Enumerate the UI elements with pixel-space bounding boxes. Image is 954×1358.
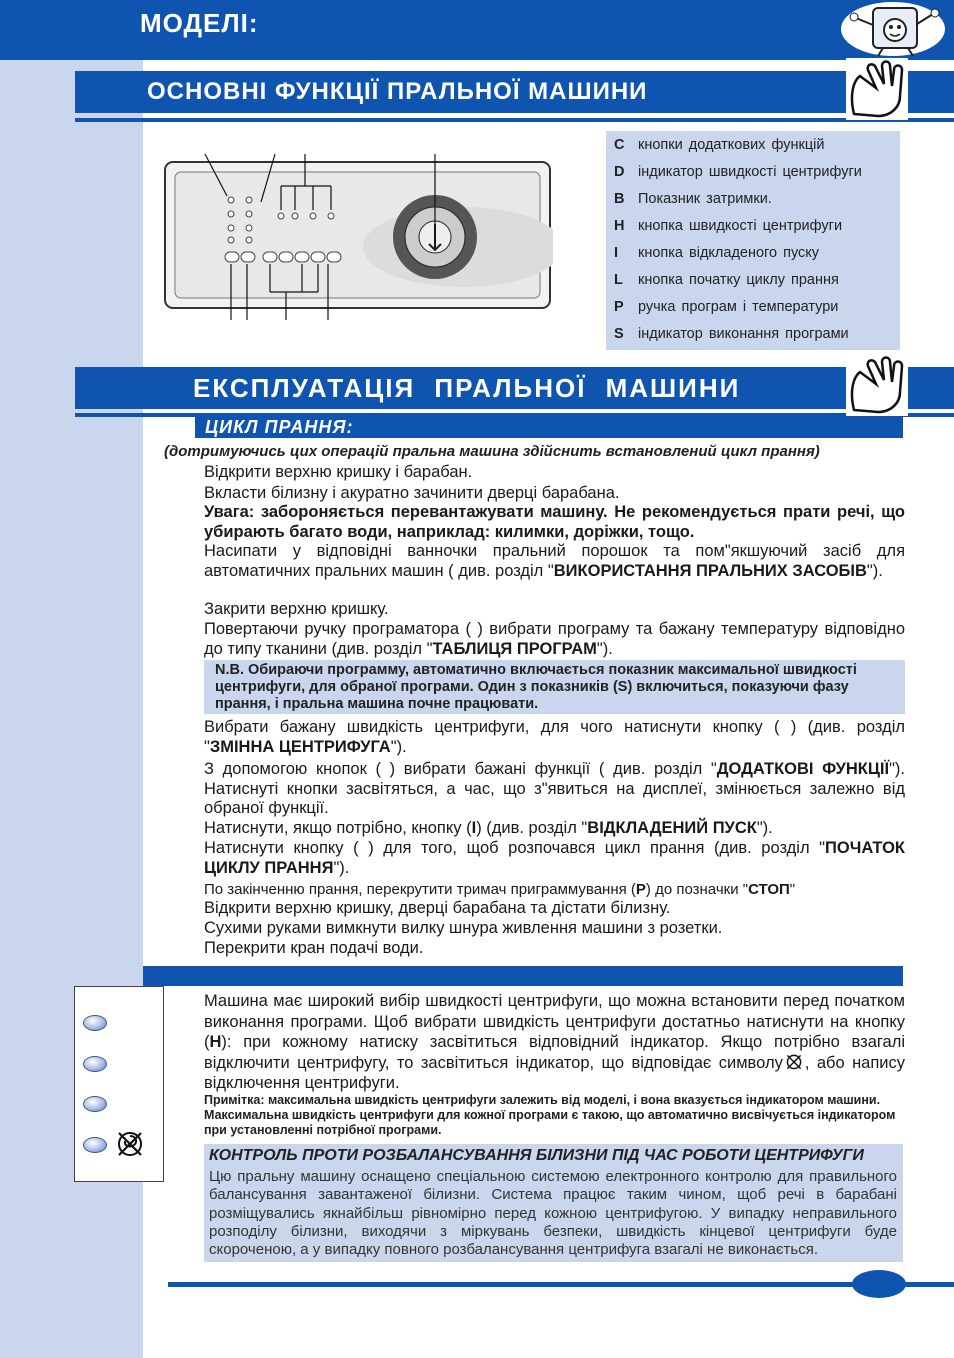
step-text: Вкласти білизну і акуратно зачинити дверці барабана. <box>204 484 620 502</box>
hand-icon <box>846 58 908 120</box>
note-text: Примітка: максимальна швидкість центрифуги залежить від моделі, і вона вказується індикатором машини. Максимальна швидкість центрифуги для кожної програми є такою, що автоматично висвічується індикатором при установленні потрібної програми. <box>204 1093 896 1137</box>
section-bar-spin <box>143 966 903 986</box>
no-spin-symbol-icon <box>783 1053 805 1069</box>
page-title: МОДЕЛІ: <box>140 8 259 38</box>
step-text: Вибрати бажану швидкість центрифуги, для чого натиснути кнопку ( ) (див. розділ "ЗМІННА ЦЕНТРИФУГА"). <box>204 718 905 756</box>
nb-text: N.B. Обираючи программу, автоматично включається показник максимальної швидкості центрифуги, для обраної програми. Один з показників (S) включиться, показуючи фазу прання, і пральна машина почне працювати. <box>215 662 857 712</box>
step-text: Відкрити верхню кришку, дверці барабана та дістати білизну. <box>204 899 671 917</box>
section-title-main-functions: ОСНОВНІ ФУНКЦІЇ ПРАЛЬНОЇ МАШИНИ <box>75 71 954 113</box>
step-text: Відкрити верхню кришку і барабан. <box>204 463 473 481</box>
imbalance-control-box <box>204 1144 903 1262</box>
spin-indicator-light <box>83 1056 107 1072</box>
spin-indicator-light <box>83 1137 107 1153</box>
page-number-oval <box>852 1270 906 1298</box>
section-title-operation: ЕКСПЛУАТАЦІЯ ПРАЛЬНОЇ МАШИНИ <box>75 367 954 409</box>
step-text: З допомогою кнопок ( ) вибрати бажані функції ( див. розділ "ДОДАТКОВІ ФУНКЦІЇ"). Натиснуті кнопки засвітяться, а час, що з"явиться на дисплеї, змінюється залежно від обраної функції. <box>204 760 906 817</box>
subsection-title-wash-cycle: ЦИКЛ ПРАННЯ: <box>195 416 903 438</box>
spin-description: Машина має широкий вибір швидкості центрифуги, що можна встановити перед початком виконання програми. Щоб вибрати швидкість центрифуги достатньо натиснути на кнопку (H): при кожному натиску засвітиться відповідний індикатор. Якщо потрібно взагалі відключити центрифугу, то засвітиться індикатор, що відповідає символу , або напису відключення центрифуги. <box>204 992 906 1092</box>
step-text: Перекрити кран подачі води. <box>204 939 424 957</box>
divider <box>75 118 954 122</box>
spin-indicator-light <box>83 1096 107 1112</box>
legend-item: H кнопка швидкості центрифуги <box>614 218 843 234</box>
no-spin-icon <box>115 1129 145 1159</box>
spin-indicator-light <box>83 1015 107 1031</box>
spin-indicators-box <box>74 986 164 1182</box>
footer-line <box>168 1282 954 1287</box>
legend-item: L кнопка початку циклу прання <box>614 272 839 288</box>
nb-box <box>204 660 905 714</box>
step-text: Натиснути кнопку ( ) для того, щоб розпочався цикл прання (див. розділ "ПОЧАТОК ЦИКЛУ ПРАННЯ"). <box>204 839 905 877</box>
legend-item: S індикатор виконання програми <box>614 326 849 342</box>
legend-item: B Показник затримки. <box>614 191 772 207</box>
control-panel-diagram <box>163 152 553 322</box>
step-text: Натиснути, якщо потрібно, кнопку (I) (див. розділ "ВІДКЛАДЕНИЙ ПУСК"). <box>204 819 773 837</box>
step-text: По закінченню прання, перекрутити тримач приграммування (P) до позначки "СТОП" <box>204 881 796 898</box>
imbalance-control-title: КОНТРОЛЬ ПРОТИ РОЗБАЛАНСУВАННЯ БІЛИЗНИ ПІД ЧАС РОБОТИ ЦЕНТРИФУГИ <box>209 1147 864 1164</box>
step-text: Повертаючи ручку програматора ( ) вибрати програму та бажану температуру відповідно до типу тканини (див. розділ "ТАБЛИЦЯ ПРОГРАМ"). <box>204 620 905 658</box>
hand-icon <box>846 354 908 416</box>
step-text: Насипати у відповідні ванночки пральний порошок та пом"якшуючий засіб для автоматичних пральних машин ( див. розділ "ВИКОРИСТАННЯ ПРАЛЬНИХ ЗАСОБІВ"). <box>204 542 905 580</box>
legend-box <box>606 131 900 350</box>
intro-text: (дотримуючись цих операцій пральна машина здійснить встановлений цикл прання) <box>164 443 820 460</box>
legend-item: P ручка програм і температури <box>614 299 839 315</box>
step-text: Закрити верхню кришку. <box>204 600 389 618</box>
warning-text: Увага: забороняється перевантажувати машину. Не рекомендується прати речі, що убирають багато води, наприклад: килимки, доріжки, тощо. <box>204 503 905 541</box>
step-text: Сухими руками вимкнути вилку шнура живлення машини з розетки. <box>204 919 723 937</box>
washing-machine-mascot-icon <box>838 0 948 58</box>
legend-item: D індикатор швидкості центрифуги <box>614 164 862 180</box>
legend-item: C кнопки додаткових функцій <box>614 137 825 153</box>
imbalance-control-text: Цю пральну машину оснащено спеціальною системою електронного контролю для правильного балансування завантаженої білизни. Система працює таким чином, щоб речі в барабані розміщувались якнайбільш рівномірно перед кожною центрифугою. У випадку неправильного розподілу білизни, виходячи з міркувань безпеки, швидкість кінцевої центрифуги буде скороченою, а у випадку повного розбалансування центрифуга взагалі не виконається. <box>209 1168 897 1259</box>
legend-item: I кнопка відкладеного пуску <box>614 245 820 261</box>
